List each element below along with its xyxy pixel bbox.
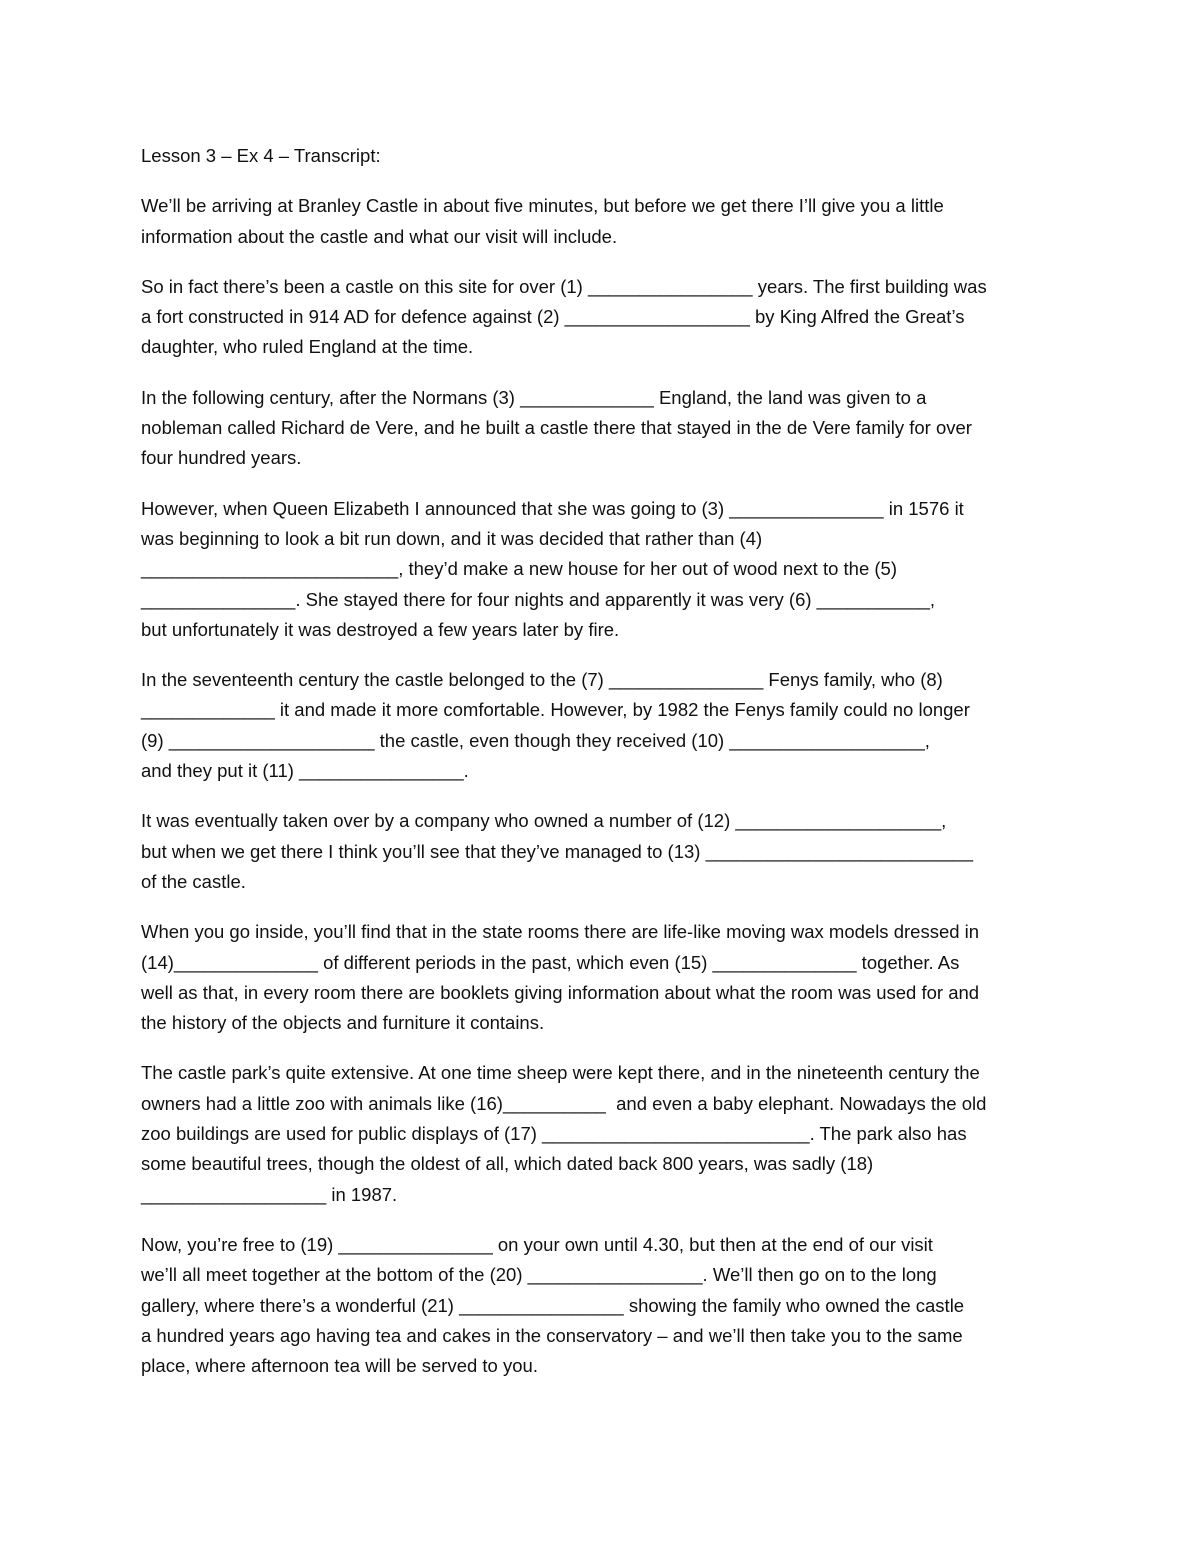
paragraph-line: the history of the objects and furniture it contains.	[141, 1012, 545, 1034]
paragraph-line: _________________________, they’d make a new house for her out of wood next to the (5)	[141, 558, 897, 580]
transcript-paragraph	[141, 665, 1071, 786]
paragraph-line: a hundred years ago having tea and cakes in the conservatory – and we’ll then take you to the same	[141, 1324, 963, 1346]
transcript-body	[141, 191, 1071, 1381]
paragraph-line: zoo buildings are used for public displays of (17) __________________________. The park also has	[141, 1123, 967, 1145]
paragraph-line: place, where afternoon tea will be served to you.	[141, 1355, 538, 1377]
paragraph-line: When you go inside, you’ll find that in the state rooms there are life-like moving wax models dressed in	[141, 921, 980, 943]
paragraph-line: we’ll all meet together at the bottom of the (20) _________________. We’ll then go on to the long	[141, 1264, 937, 1286]
paragraph-line: but when we get there I think you’ll see that they’ve managed to (13) __________________________	[141, 840, 974, 862]
paragraph-line: However, when Queen Elizabeth I announced that she was going to (3) _______________ in 1576 it	[141, 497, 964, 519]
transcript-paragraph	[141, 494, 1071, 645]
paragraph-line: In the following century, after the Normans (3) _____________ England, the land was given to a	[141, 386, 927, 408]
paragraph-line: _____________ it and made it more comfortable. However, by 1982 the Fenys family could no longer	[141, 699, 970, 721]
paragraph-line: The castle park’s quite extensive. At one time sheep were kept there, and in the nineteenth century the	[141, 1062, 980, 1084]
transcript-paragraph	[141, 191, 1071, 252]
paragraph-line: (14)______________ of different periods in the past, which even (15) ______________ together. As	[141, 951, 960, 973]
paragraph-line: information about the castle and what our visit will include.	[141, 225, 618, 247]
paragraph-line: well as that, in every room there are booklets giving information about what the room was used for and	[141, 981, 980, 1003]
paragraph-line: (9) ____________________ the castle, even though they received (10) ___________________,	[141, 729, 930, 751]
paragraph-line: It was eventually taken over by a company who owned a number of (12) ____________________,	[141, 810, 947, 832]
transcript-paragraph	[141, 806, 1071, 897]
paragraph-line: _______________. She stayed there for four nights and apparently it was very (6) ___________,	[141, 588, 936, 610]
paragraph-line: nobleman called Richard de Vere, and he built a castle there that stayed in the de Vere family for over	[141, 417, 972, 439]
transcript-paragraph	[141, 383, 1071, 474]
paragraph-line: Now, you’re free to (19) _______________ on your own until 4.30, but then at the end of our visit	[141, 1233, 933, 1255]
paragraph-line: In the seventeenth century the castle belonged to the (7) _______________ Fenys family, who (8)	[141, 669, 943, 691]
paragraph-line: daughter, who ruled England at the time.	[141, 336, 474, 358]
paragraph-line: __________________ in 1987.	[141, 1183, 398, 1205]
paragraph-line: owners had a little zoo with animals like (16)__________ and even a baby elephant. Nowadays the old	[141, 1092, 987, 1114]
paragraph-line: some beautiful trees, though the oldest of all, which dated back 800 years, was sadly (18)	[141, 1153, 874, 1175]
paragraph-line: was beginning to look a bit run down, and it was decided that rather than (4)	[141, 527, 763, 549]
paragraph-line: but unfortunately it was destroyed a few years later by fire.	[141, 618, 620, 640]
paragraph-line: So in fact there’s been a castle on this site for over (1) ________________ years. The first building was	[141, 275, 987, 297]
transcript-paragraph	[141, 1230, 1071, 1381]
paragraph-line: and they put it (11) ________________.	[141, 760, 469, 782]
paragraph-line: of the castle.	[141, 870, 246, 892]
transcript-paragraph	[141, 272, 1071, 363]
transcript-paragraph	[141, 917, 1071, 1038]
paragraph-line: gallery, where there’s a wonderful (21) ________________ showing the family who owned the castle	[141, 1294, 965, 1316]
paragraph-line: a fort constructed in 914 AD for defence against (2) __________________ by King Alfred the Great’s	[141, 306, 965, 328]
document-title: Lesson 3 – Ex 4 – Transcript:	[141, 145, 381, 166]
transcript-paragraph	[141, 1058, 1071, 1209]
paragraph-line: four hundred years.	[141, 447, 302, 469]
document-page	[141, 141, 1071, 1401]
paragraph-line: We’ll be arriving at Branley Castle in about five minutes, but before we get there I’ll give you a little	[141, 195, 944, 217]
